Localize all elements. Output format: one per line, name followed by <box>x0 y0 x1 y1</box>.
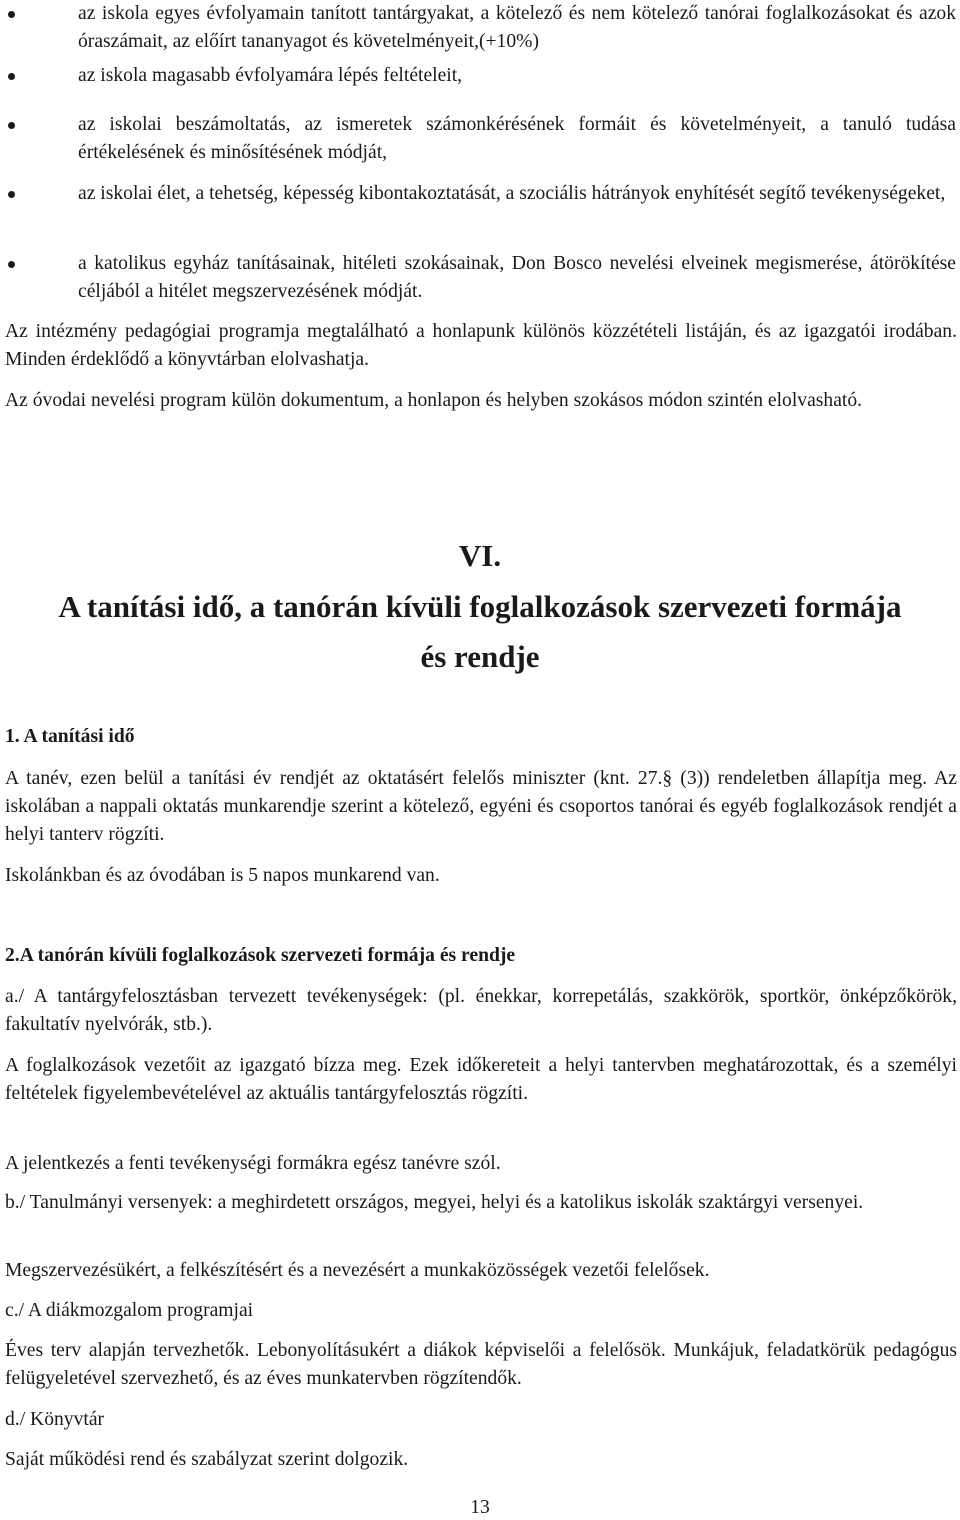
chapter-title-line2: és rendje <box>420 639 540 674</box>
page-number: 13 <box>470 1497 490 1518</box>
paragraph-organizers: Megszervezésükért, a felkészítésért és a nevezésért a munkaközösségek vezetői felelősek. <box>5 1260 710 1281</box>
list-item: az iskolai beszámoltatás, az ismeretek számonkérésének formáit és követelményeit, a tanuló tudása értékelésének és minősítésének módját, <box>78 111 956 167</box>
bullet-dot-icon <box>8 122 15 129</box>
paragraph-student-movement: c./ A diákmozgalom programjai <box>5 1300 254 1321</box>
bullet-dot-icon <box>8 73 15 80</box>
section-heading-teaching-time: 1. A tanítási idő <box>5 726 135 747</box>
chapter-title-line1: A tanítási idő, a tanórán kívüli foglalkozások szervezeti formája <box>58 589 902 624</box>
paragraph-activities: a./ A tantárgyfelosztásban tervezett tevékenységek: (pl. énekkar, korrepetálás, szakkörök, sportkör, önképzőkörök, fakultatív nyelvórák, stb.). <box>5 986 957 1035</box>
bullet-dot-icon <box>8 191 15 198</box>
bullet-dot-icon <box>8 261 15 268</box>
list-item: az iskolai élet, a tehetség, képesség kibontakoztatását, a szociális hátrányok enyhítését segítő tevékenységeket, <box>78 180 956 208</box>
paragraph-registration: A jelentkezés a fenti tevékenységi formákra egész tanévre szól. <box>5 1153 501 1174</box>
paragraph-activity-leaders: A foglalkozások vezetőit az igazgató bízza meg. Ezek időkereteit a helyi tantervben meghatározottak, és a személyi feltételek figyelembevételével az aktuális tantárgyfelosztás rögzíti. <box>5 1055 957 1104</box>
section-heading-extracurricular: 2.A tanórán kívüli foglalkozások szervezeti formája és rendje <box>5 945 516 966</box>
paragraph-pedagogical-program: Az intézmény pedagógiai programja megtalálható a honlapunk különös közzétételi listáján, és az igazgatói irodában. Minden érdeklődő a könyvtárban elolvashatja. <box>5 321 957 370</box>
bullet-dot-icon <box>8 11 15 18</box>
paragraph-kindergarten-program: Az óvodai nevelési program külön dokumentum, a honlapon és helyben szokásos módon szintén elolvasható. <box>5 390 863 411</box>
list-item: az iskola magasabb évfolyamára lépés feltételeit, <box>78 62 956 90</box>
paragraph-competitions: b./ Tanulmányi versenyek: a meghirdetett országos, megyei, helyi és a katolikus iskolák szaktárgyi versenyei. <box>5 1192 864 1213</box>
paragraph-library: d./ Könyvtár <box>5 1409 105 1430</box>
list-item: az iskola egyes évfolyamain tanított tantárgyakat, a kötelező és nem kötelező tanórai foglalkozásokat és azok óraszámait, az előírt tananyagot és követelményeit,(+10%) <box>78 0 956 56</box>
paragraph-library-rules: Saját működési rend és szabályzat szerint dolgozik. <box>5 1449 409 1470</box>
paragraph-annual-plan: Éves terv alapján tervezhetők. Lebonyolításukért a diákok képviselői a felelősök. Munkájuk, feladatkörük pedagógus felügyeletével szervezhető, és az éves munkatervben rögzítendők. <box>5 1340 957 1389</box>
paragraph-school-year: A tanév, ezen belül a tanítási év rendjét az oktatásért felelős miniszter (knt. 27.§ (3)) rendeletben állapítja meg. Az iskolában a nappali oktatás munkarendje szerint a kötelező, egyéni és csoportos tanórai és egyéb foglalkozások rendjét a helyi tanterv rögzíti. <box>5 768 957 845</box>
list-item: a katolikus egyház tanításainak, hitéleti szokásainak, Don Bosco nevelési elveinek megismerése, átörökítése céljából a hitélet megszervezésének módját. <box>78 250 956 306</box>
paragraph-work-schedule: Iskolánkban és az óvodában is 5 napos munkarend van. <box>5 865 440 886</box>
chapter-number: VI. <box>458 538 502 573</box>
